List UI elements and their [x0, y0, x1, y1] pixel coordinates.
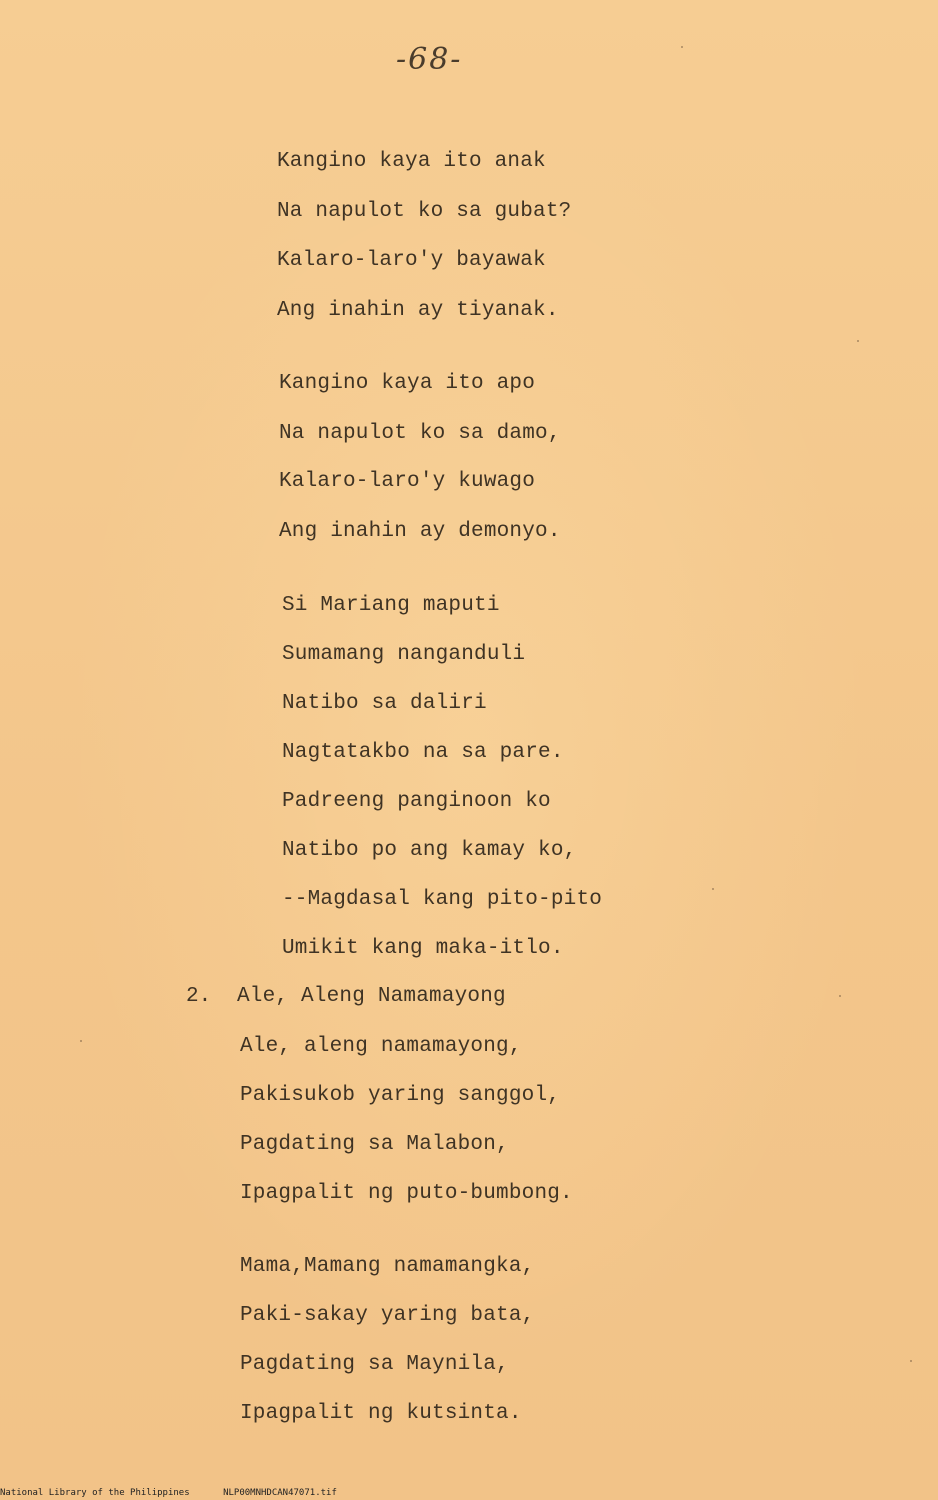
poem-line: --Magdasal kang pito-pito	[282, 888, 603, 911]
poem-line: Na napulot ko sa damo,	[279, 422, 561, 445]
file-id: NLP00MNHDCAN47071.tif	[223, 1488, 337, 1498]
poem-line: Ale, aleng namamayong,	[240, 1035, 522, 1058]
poem-line: Ang inahin ay demonyo.	[279, 520, 561, 543]
poem-line: Mama,Mamang namamangka,	[240, 1255, 535, 1278]
poem-line: Kalaro-laro'y kuwago	[279, 470, 536, 493]
paper-speck	[910, 1360, 912, 1362]
poem-line: Na napulot ko sa gubat?	[277, 200, 572, 223]
poem-line: Pagdating sa Malabon,	[240, 1133, 509, 1156]
paper-speck	[712, 888, 714, 890]
item-number: 2.	[186, 985, 212, 1008]
poem-line: Umikit kang maka-itlo.	[282, 937, 564, 960]
paper-speck	[857, 340, 859, 342]
library-name: National Library of the Philippines	[0, 1488, 190, 1498]
poem-line: Si Mariang maputi	[282, 594, 500, 617]
poem-line: Pagdating sa Maynila,	[240, 1353, 509, 1376]
poem-line: Padreeng panginoon ko	[282, 790, 551, 813]
poem-line: Kangino kaya ito apo	[279, 372, 536, 395]
paper-speck	[681, 46, 683, 48]
poem-line: Natibo po ang kamay ko,	[282, 839, 577, 862]
page-number: -68-	[396, 42, 463, 77]
paper-speck	[80, 1040, 82, 1042]
poem-line: Nagtatakbo na sa pare.	[282, 741, 564, 764]
archive-footer	[0, 1488, 365, 1498]
poem-line: Ipagpalit ng puto-bumbong.	[240, 1182, 573, 1205]
poem-line: Natibo sa daliri	[282, 692, 487, 715]
paper-speck	[839, 995, 841, 997]
poem-line: Paki-sakay yaring bata,	[240, 1304, 535, 1327]
poem-title: Ale, Aleng Namamayong	[237, 985, 506, 1008]
poem-line: Kangino kaya ito anak	[277, 150, 546, 173]
poem-line: Ipagpalit ng kutsinta.	[240, 1402, 522, 1425]
poem-line: Kalaro-laro'y bayawak	[277, 249, 546, 272]
poem-line: Pakisukob yaring sanggol,	[240, 1084, 561, 1107]
poem-line: Ang inahin ay tiyanak.	[277, 299, 559, 322]
poem-line: Sumamang nanganduli	[282, 643, 526, 666]
